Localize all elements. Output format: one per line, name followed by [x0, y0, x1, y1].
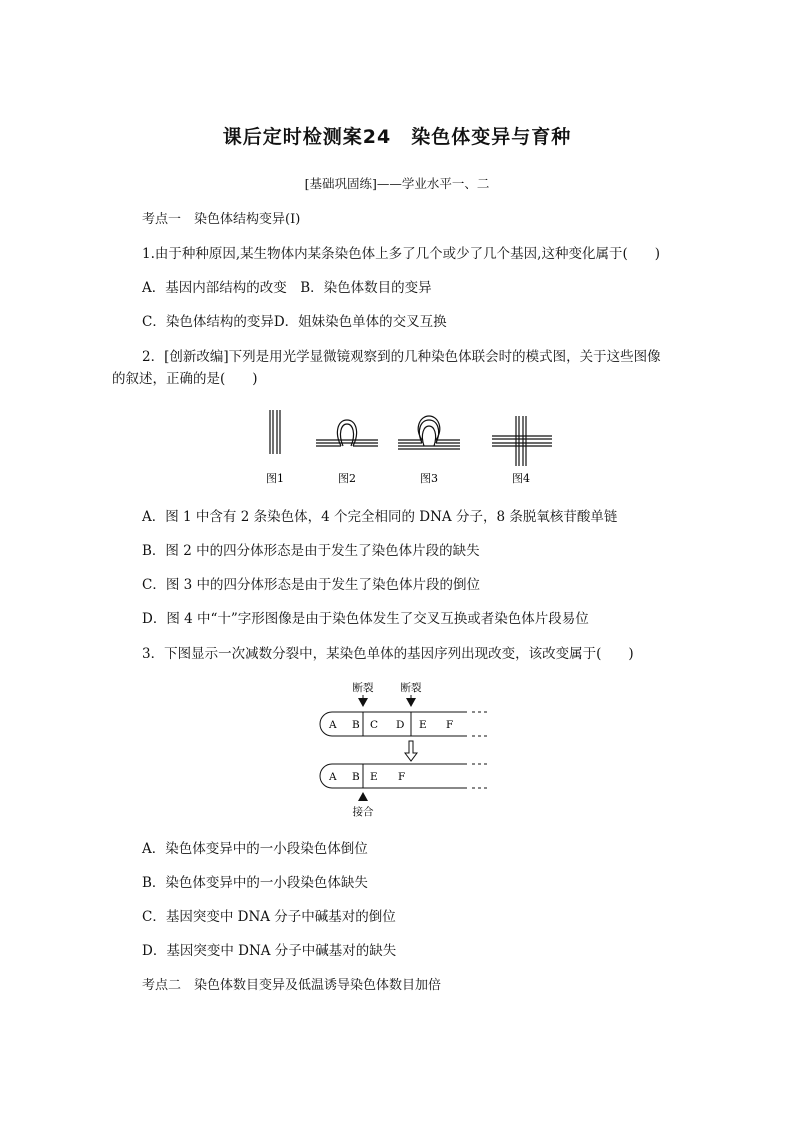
question-1-options-ab: A．基因内部结构的改变 B．染色体数目的变异: [142, 280, 432, 296]
break-arrow-2: [406, 698, 416, 707]
page-title: 课后定时检测案24 染色体变异与育种: [222, 126, 572, 148]
question-3-option-c: C．基因突变中 DNA 分子中碱基对的倒位: [142, 909, 396, 925]
gene-top-b: B: [352, 719, 360, 731]
question-2-option-a: A．图 1 中含有 2 条染色体，4 个完全相同的 DNA 分子，8 条脱氧核苷酸单链: [142, 509, 618, 525]
question-3-option-a: A．染色体变异中的一小段染色体倒位: [142, 841, 368, 857]
join-label: 接合: [352, 806, 374, 818]
question-2-stem-line1: 2．[创新改编]下列是用光学显微镜观察到的几种染色体联会时的模式图，关于这些图像: [142, 349, 661, 365]
gene-top-c: C: [370, 719, 379, 731]
question-3-stem: 3．下图显示一次减数分裂中，某染色单体的基因序列出现改变，该改变属于( ): [142, 646, 634, 662]
chromatid-top: [320, 712, 490, 736]
gene-top-e: E: [419, 719, 427, 731]
question-2-option-c: C．图 3 中的四分体形态是由于发生了染色体片段的倒位: [142, 577, 481, 593]
question-1-options-cd: C．染色体结构的变异D．姐妹染色单体的交叉互换: [142, 314, 447, 330]
gene-top-d: D: [396, 719, 405, 731]
down-arrow-icon: [405, 741, 417, 761]
figure-2-diagram: [316, 420, 378, 446]
figure-1-diagram: [270, 410, 280, 454]
break-arrow-1: [358, 698, 368, 707]
gene-sequence-figure: [312, 678, 502, 820]
break-label-2: 断裂: [400, 682, 422, 694]
figure-4-label: 图4: [512, 472, 530, 485]
figure-3-diagram: [398, 416, 460, 449]
gene-bottom-f: F: [398, 771, 406, 783]
question-1-stem: 1.由于种种原因,某生物体内某条染色体上多了几个或少了几个基因,这种变化属于( ): [142, 246, 660, 262]
question-2-option-b: B．图 2 中的四分体形态是由于发生了染色体片段的缺失: [142, 543, 480, 559]
page-subtitle: [基础巩固练]——学业水平一、二: [304, 176, 490, 191]
gene-top-a: A: [329, 719, 337, 731]
synapsis-figure: [250, 402, 560, 490]
section-heading-1: 考点一 染色体结构变异(Ⅰ): [142, 212, 301, 227]
question-2-option-d: D．图 4 中“十”字形图像是由于染色体发生了交叉互换或者染色体片段易位: [142, 611, 589, 627]
question-3-option-b: B．染色体变异中的一小段染色体缺失: [142, 875, 368, 891]
join-arrow: [358, 792, 368, 801]
gene-top-f: F: [446, 719, 454, 731]
gene-bottom-a: A: [329, 771, 337, 783]
gene-bottom-b: B: [352, 771, 360, 783]
question-3-option-d: D．基因突变中 DNA 分子中碱基对的缺失: [142, 943, 397, 959]
figure-1-label: 图1: [266, 472, 284, 485]
figure-3-label: 图3: [420, 472, 438, 485]
gene-bottom-e: E: [370, 771, 378, 783]
section-heading-2: 考点二 染色体数目变异及低温诱导染色体数目加倍: [142, 978, 442, 993]
figure-2-label: 图2: [338, 472, 356, 485]
break-label-1: 断裂: [352, 682, 374, 694]
figure-4-diagram: [492, 416, 552, 466]
question-2-stem-line2: 的叙述，正确的是( ): [112, 371, 258, 387]
